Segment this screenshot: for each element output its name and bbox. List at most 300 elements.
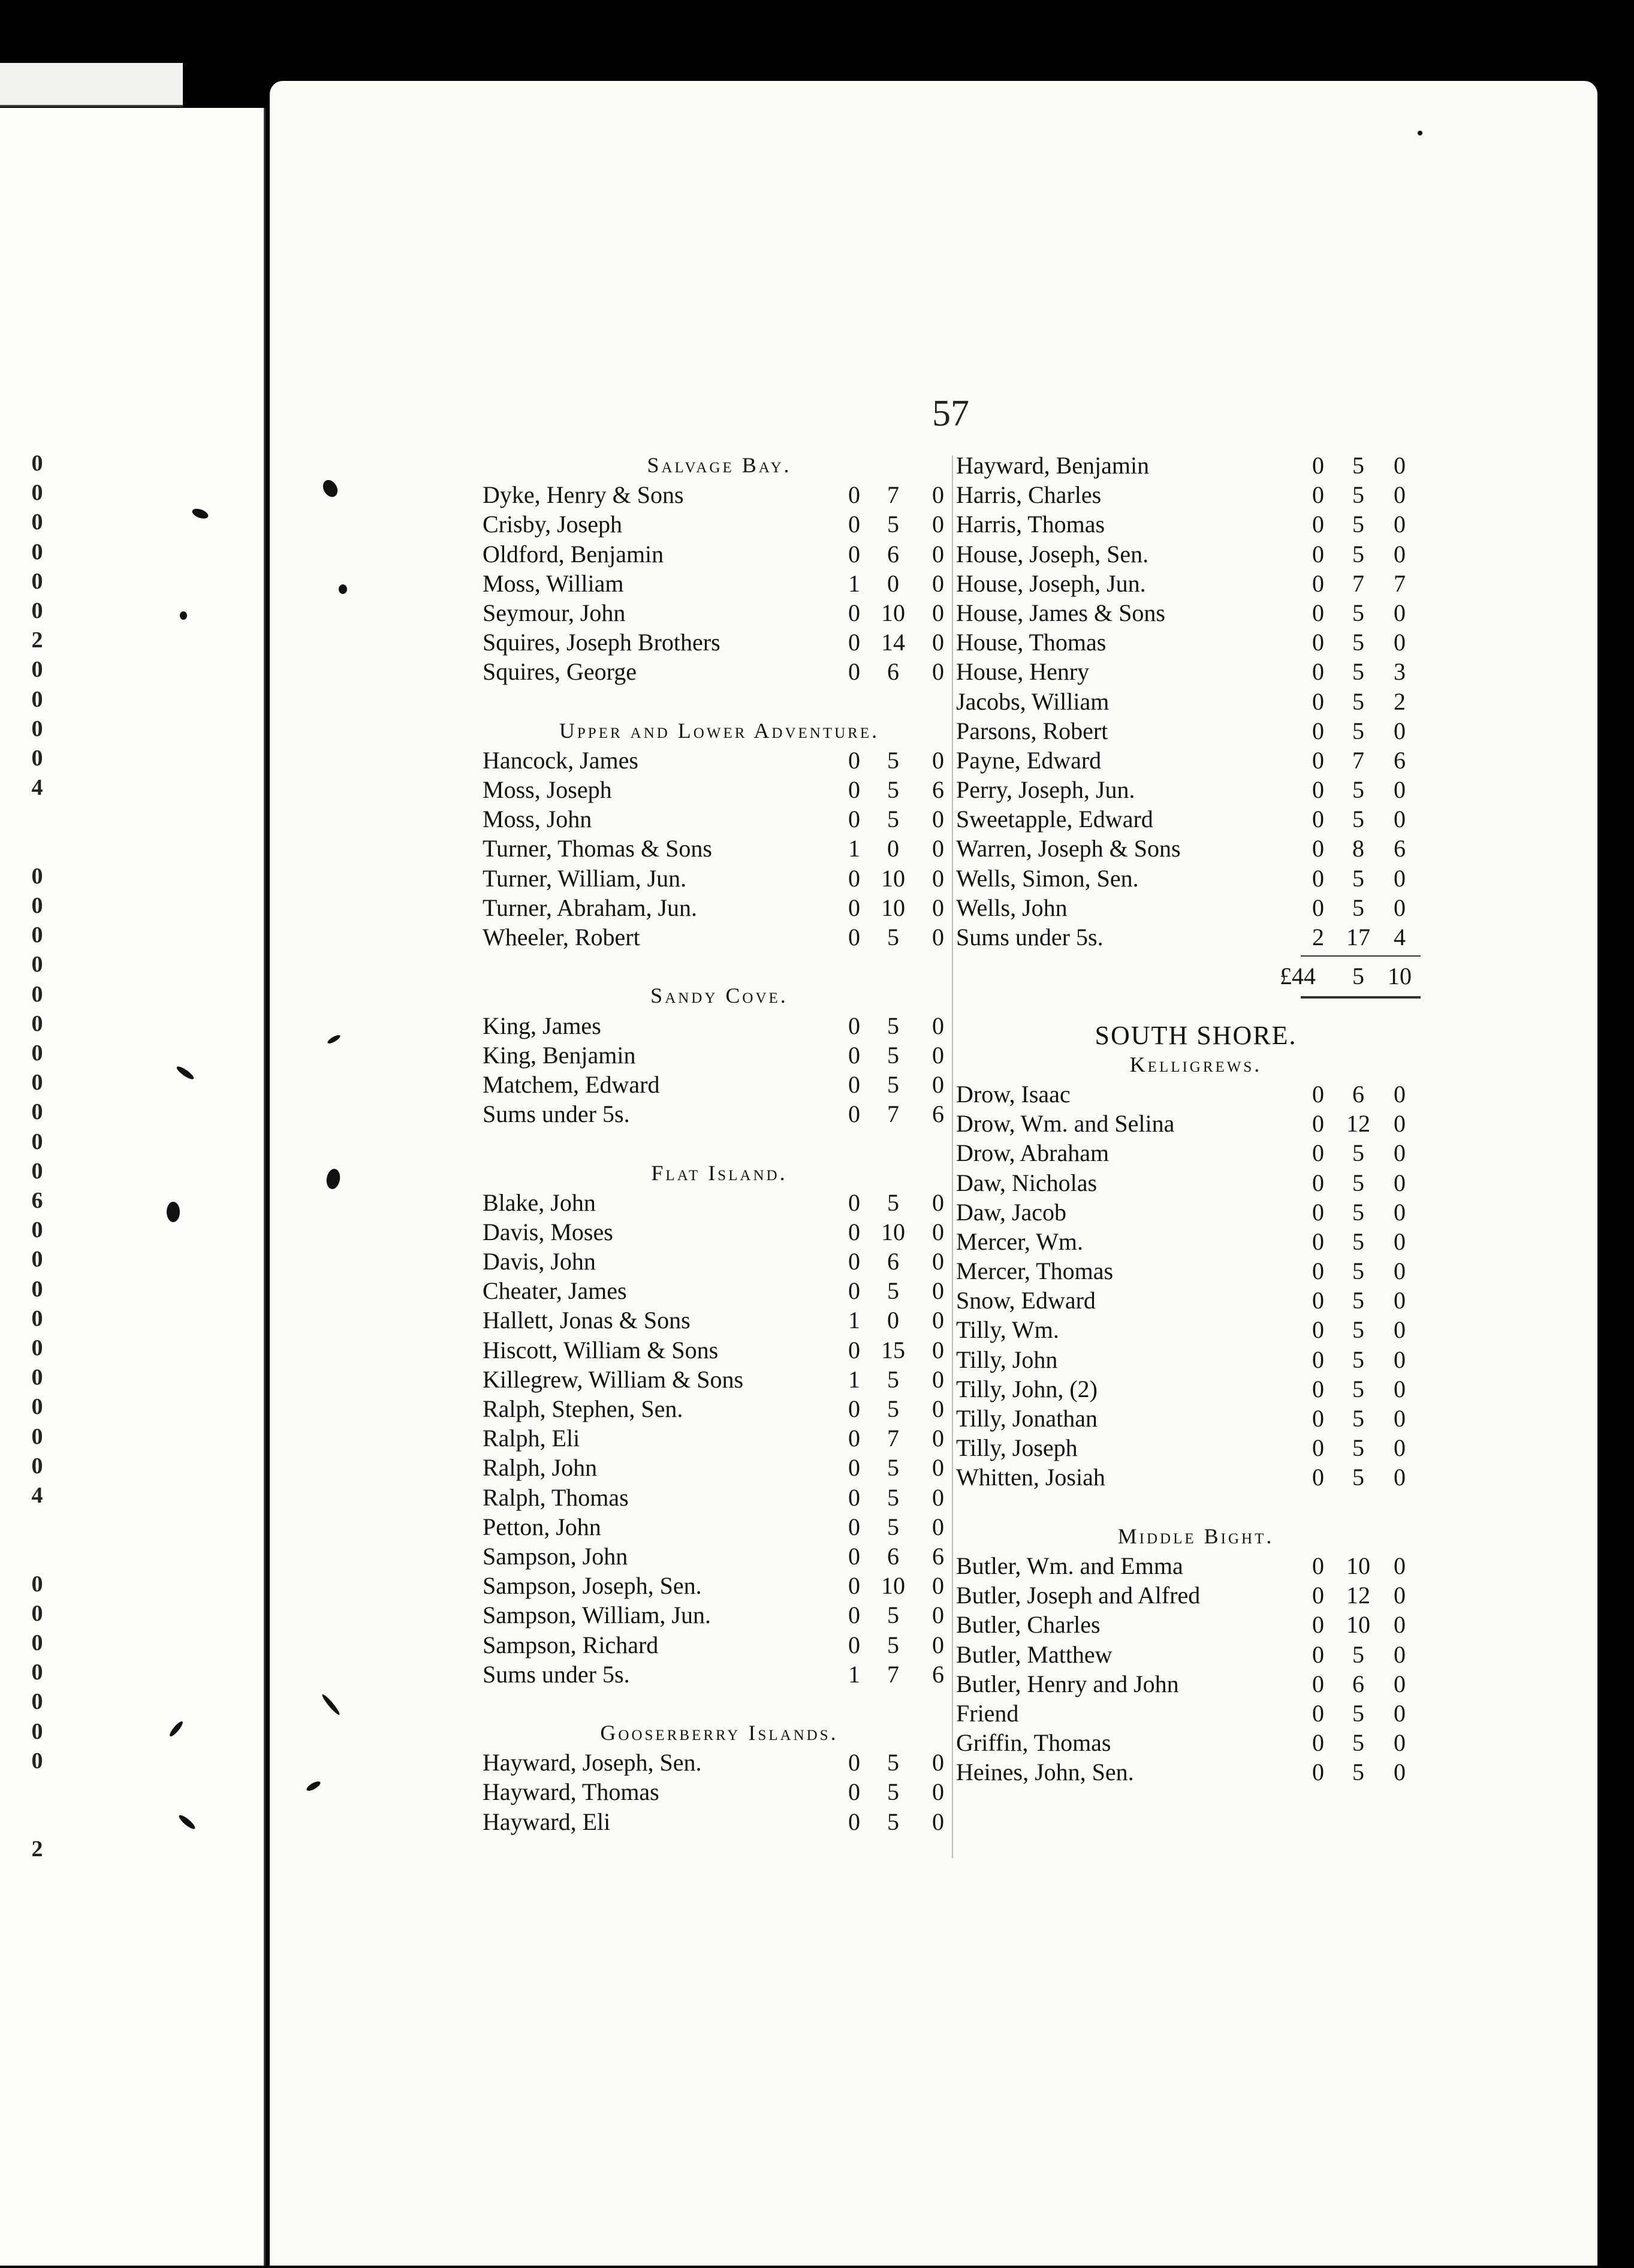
pence-value: 0 — [1394, 1110, 1406, 1138]
pounds-value: 0 — [848, 1395, 860, 1422]
margin-figure: 4 — [31, 775, 43, 801]
section-spacer — [483, 1689, 956, 1718]
subscriber-row — [956, 1669, 1436, 1699]
margin-figure: 0 — [31, 1070, 43, 1096]
shillings-value: 5 — [887, 806, 899, 833]
left-column — [483, 451, 956, 1836]
pounds-value: 0 — [1312, 1346, 1324, 1373]
subscriber-row — [956, 804, 1436, 834]
subscriber-row — [483, 1394, 956, 1423]
margin-figure: 0 — [31, 1247, 43, 1272]
pence-value: 0 — [932, 1454, 944, 1482]
subscriber-row — [483, 1807, 956, 1836]
total-rule-bottom — [1301, 996, 1421, 999]
subscriber-row — [956, 893, 1436, 922]
shillings-value: 5 — [1352, 1139, 1364, 1167]
section-heading: Kelligrews. — [1129, 1052, 1262, 1076]
subscriber-name: Matchem, Edward — [483, 1070, 660, 1098]
pence-value: 0 — [932, 1483, 944, 1511]
subscriber-row — [956, 1433, 1436, 1462]
total-rule-top — [1301, 955, 1421, 957]
pence-value: 2 — [1394, 687, 1406, 715]
pence-value: 0 — [932, 1336, 944, 1364]
shillings-value: 8 — [1352, 835, 1364, 862]
subscriber-row — [483, 1188, 956, 1217]
subscriber-name: Mercer, Wm. — [956, 1228, 1084, 1255]
pence-value: 0 — [1394, 1464, 1406, 1491]
pence-value: 0 — [1394, 1316, 1406, 1344]
pounds-value: 0 — [848, 924, 860, 951]
pence-value: 0 — [932, 746, 944, 774]
shillings-value: 5 — [1352, 1640, 1364, 1668]
pence-value: 0 — [932, 540, 944, 568]
pounds-value: 0 — [848, 1602, 860, 1629]
shillings-value: 6 — [887, 1248, 899, 1275]
subscriber-name: Hiscott, William & Sons — [483, 1336, 719, 1364]
subscriber-row — [956, 1227, 1436, 1256]
subscriber-row — [483, 1660, 956, 1689]
subscriber-name: Daw, Jacob — [956, 1198, 1067, 1226]
shillings-value: 6 — [1352, 1080, 1364, 1108]
pounds-value: 0 — [848, 1425, 860, 1452]
subscriber-name: Griffin, Thomas — [956, 1729, 1111, 1757]
pounds-value: 1 — [848, 1307, 860, 1334]
pounds-value: 0 — [1312, 1640, 1324, 1668]
shillings-value: 5 — [1352, 1729, 1364, 1757]
pounds-value: 0 — [1312, 1198, 1324, 1226]
pence-value: 6 — [932, 1542, 944, 1570]
subscriber-row — [483, 1276, 956, 1305]
pounds-value: 0 — [1312, 452, 1324, 479]
subscriber-row — [483, 1305, 956, 1335]
pence-value: 6 — [932, 1660, 944, 1688]
section-spacer — [956, 1492, 1436, 1522]
shillings-value: 5 — [1352, 894, 1364, 921]
subscriber-name: Drow, Isaac — [956, 1080, 1071, 1108]
margin-figure: 0 — [31, 1158, 43, 1184]
subscriber-name: Butler, Matthew — [956, 1640, 1113, 1668]
pounds-value: 0 — [848, 599, 860, 626]
subscriber-name: Snow, Edward — [956, 1287, 1096, 1314]
section-heading: Salvage Bay. — [647, 453, 792, 477]
subscriber-name: House, Henry — [956, 658, 1090, 686]
subscriber-name: Hancock, James — [483, 746, 638, 774]
pounds-value: 0 — [848, 1542, 860, 1570]
pence-value: 0 — [932, 481, 944, 509]
pence-value: 0 — [1394, 1139, 1406, 1167]
subscriber-name: Hallett, Jonas & Sons — [483, 1307, 691, 1334]
subscriber-row — [483, 864, 956, 893]
pence-value: 0 — [1394, 599, 1406, 626]
shillings-value: 5 — [887, 1483, 899, 1511]
pence-value: 3 — [1394, 658, 1406, 686]
subscriber-name: Tilly, John, (2) — [956, 1375, 1098, 1403]
pence-value: 0 — [932, 806, 944, 833]
shillings-value: 5 — [887, 1602, 899, 1629]
pence-value: 0 — [1394, 1670, 1406, 1697]
shillings-value: 5 — [1352, 1198, 1364, 1226]
subscriber-row — [483, 1335, 956, 1365]
pounds-value: 0 — [1312, 629, 1324, 656]
margin-figure: 0 — [31, 1129, 43, 1154]
subscriber-name: Turner, William, Jun. — [483, 864, 687, 892]
subscriber-row — [956, 451, 1436, 480]
pence-value: 0 — [1394, 1257, 1406, 1285]
shillings-value: 14 — [881, 629, 905, 656]
subscriber-name: Sums under 5s. — [483, 1660, 630, 1688]
shillings-value: 7 — [887, 1425, 899, 1452]
shillings-value: 5 — [1352, 1316, 1364, 1344]
pounds-value: 0 — [1312, 569, 1324, 597]
margin-figure: 0 — [31, 1423, 43, 1449]
pounds-value: 0 — [1312, 1434, 1324, 1462]
pence-value: 0 — [1394, 894, 1406, 921]
section-heading: Gooserberry Islands. — [600, 1721, 839, 1745]
pence-value: 0 — [932, 1395, 944, 1422]
shillings-value: 5 — [887, 1041, 899, 1069]
margin-figure: 0 — [31, 863, 43, 889]
pence-value: 0 — [932, 894, 944, 921]
margin-figure: 0 — [31, 952, 43, 978]
shillings-value: 5 — [1352, 629, 1364, 656]
pence-value: 0 — [932, 511, 944, 538]
shillings-value: 12 — [1346, 1582, 1370, 1609]
shillings-value: 5 — [1352, 452, 1364, 479]
subscriber-name: Seymour, John — [483, 599, 626, 626]
subscriber-name: Harris, Charles — [956, 481, 1102, 509]
margin-figure: 0 — [31, 1011, 43, 1036]
subscriber-name: Tilly, Joseph — [956, 1434, 1078, 1462]
subscriber-name: Turner, Abraham, Jun. — [483, 894, 698, 921]
pence-value: 0 — [932, 569, 944, 597]
subscriber-row — [956, 864, 1436, 893]
subscriber-row — [483, 509, 956, 539]
subscriber-row — [956, 509, 1436, 539]
shillings-value: 5 — [887, 1277, 899, 1305]
subscriber-row — [483, 1777, 956, 1806]
pounds-value: 0 — [1312, 481, 1324, 509]
section-heading: Flat Island. — [651, 1160, 788, 1185]
total-row — [956, 961, 1436, 991]
subscriber-row — [483, 1483, 956, 1512]
pence-value: 0 — [1394, 864, 1406, 892]
margin-figure: 0 — [31, 1718, 43, 1744]
shillings-value: 6 — [887, 540, 899, 568]
pence-value: 0 — [1394, 1287, 1406, 1314]
pounds-value: 0 — [1312, 806, 1324, 833]
margin-figure: 0 — [31, 1305, 43, 1331]
pounds-value: 0 — [848, 1189, 860, 1216]
page-number: 57 — [932, 393, 969, 434]
margin-figure: 0 — [31, 746, 43, 771]
subscriber-row — [483, 657, 956, 686]
subscriber-row — [483, 746, 956, 775]
subscriber-row — [483, 1247, 956, 1276]
subscriber-row — [956, 1581, 1436, 1610]
shillings-value: 5 — [1352, 599, 1364, 626]
subscriber-name: House, James & Sons — [956, 599, 1165, 626]
subscriber-row — [483, 480, 956, 509]
pence-value: 0 — [1394, 1228, 1406, 1255]
subscriber-name: Parsons, Robert — [956, 717, 1108, 744]
shillings-value: 5 — [887, 1012, 899, 1039]
pounds-value: 0 — [848, 1100, 860, 1128]
section-heading: Upper and Lower Adventure. — [559, 718, 880, 743]
pounds-value: 0 — [1312, 1670, 1324, 1697]
pence-value: 0 — [932, 1012, 944, 1039]
subscriber-row — [956, 1374, 1436, 1404]
subscriber-name: King, Benjamin — [483, 1041, 636, 1069]
shillings-value: 5 — [887, 511, 899, 538]
margin-figure: 0 — [31, 657, 43, 683]
subscriber-name: Sampson, John — [483, 1542, 628, 1570]
shillings-value: 5 — [887, 1778, 899, 1806]
pounds-value: 0 — [1312, 1759, 1324, 1786]
shillings-value: 5 — [887, 1513, 899, 1540]
subscriber-row — [483, 1423, 956, 1453]
pounds-value: 0 — [848, 776, 860, 804]
subscriber-row — [483, 539, 956, 569]
pence-value: 7 — [1394, 569, 1406, 597]
shillings-value: 10 — [1346, 1552, 1370, 1579]
subscriber-name: Friend — [956, 1699, 1019, 1727]
shillings-value: 7 — [887, 481, 899, 509]
margin-figure: 0 — [31, 893, 43, 918]
subscriber-row — [483, 569, 956, 598]
subscriber-row — [956, 687, 1436, 716]
shillings-value: 5 — [1352, 1464, 1364, 1491]
pounds-value: 0 — [1312, 864, 1324, 892]
shillings-value: 6 — [1352, 1670, 1364, 1697]
margin-figure: 0 — [31, 1453, 43, 1479]
subscriber-row — [483, 1512, 956, 1542]
section-spacer — [956, 991, 1436, 1020]
shillings-value: 7 — [1352, 746, 1364, 774]
subscriber-row — [956, 1551, 1436, 1581]
shillings-value: 5 — [1352, 511, 1364, 538]
subscriber-row — [956, 1168, 1436, 1198]
pounds-value: 0 — [1312, 1699, 1324, 1727]
pounds-value: 0 — [1312, 1257, 1324, 1285]
shillings-value: 17 — [1346, 924, 1370, 951]
subscriber-row — [956, 569, 1436, 598]
pence-value: 0 — [1394, 717, 1406, 744]
subscriber-name: Daw, Nicholas — [956, 1169, 1098, 1196]
subscriber-name: Turner, Thomas & Sons — [483, 835, 712, 862]
pence-value: 0 — [932, 1602, 944, 1629]
pence-value: 0 — [1394, 1729, 1406, 1757]
subscriber-row — [483, 1070, 956, 1099]
shillings-value: 5 — [1352, 1405, 1364, 1432]
pence-value: 0 — [1394, 1699, 1406, 1727]
pence-value: 0 — [932, 924, 944, 951]
pounds-value: 0 — [1312, 1287, 1324, 1314]
subscriber-row — [483, 922, 956, 952]
pence-value: 0 — [932, 1277, 944, 1305]
margin-figure: 0 — [31, 1600, 43, 1626]
shillings-value: 5 — [1352, 540, 1364, 568]
shillings-value: 5 — [887, 1395, 899, 1422]
subscriber-name: Davis, John — [483, 1248, 596, 1275]
subscriber-row — [483, 628, 956, 657]
shillings-value: 6 — [887, 1542, 899, 1570]
subscriber-row — [956, 1079, 1436, 1109]
shillings-value: 5 — [1352, 481, 1364, 509]
pounds-value: 0 — [1312, 599, 1324, 626]
shillings-value: 5 — [1352, 1228, 1364, 1255]
subscriber-name: Oldford, Benjamin — [483, 540, 664, 568]
subscriber-name: Petton, John — [483, 1513, 601, 1540]
shillings-value: 5 — [887, 776, 899, 804]
subscriber-name: Ralph, Eli — [483, 1425, 580, 1452]
pounds-value: 0 — [1312, 511, 1324, 538]
shillings-value: 0 — [887, 835, 899, 862]
subscriber-row — [956, 716, 1436, 746]
pence-value: 0 — [1394, 1552, 1406, 1579]
subscriber-name: Wheeler, Robert — [483, 924, 640, 951]
pence-value: 0 — [1394, 1434, 1406, 1462]
ink-speck — [1418, 131, 1422, 135]
margin-figure: 0 — [31, 1365, 43, 1391]
subscriber-name: Butler, Wm. and Emma — [956, 1552, 1183, 1579]
shillings-value: 5 — [1352, 864, 1364, 892]
shillings-value: 5 — [887, 1365, 899, 1393]
subscriber-name: Warren, Joseph & Sons — [956, 835, 1181, 862]
subscriber-row — [956, 834, 1436, 863]
pounds-value: 2 — [1312, 924, 1324, 951]
subscriber-row — [956, 1109, 1436, 1138]
subscriber-name: House, Joseph, Jun. — [956, 569, 1146, 597]
subscriber-row — [956, 1256, 1436, 1286]
subscriber-name: Sums under 5s. — [956, 924, 1104, 951]
pence-value: 0 — [932, 629, 944, 656]
subscriber-name: King, James — [483, 1012, 601, 1039]
subscriber-row — [483, 1542, 956, 1571]
pence-value: 4 — [1394, 924, 1406, 951]
pence-value: 0 — [1394, 452, 1406, 479]
subscriber-name: House, Thomas — [956, 629, 1107, 656]
pounds-value: 0 — [848, 1248, 860, 1275]
pence-value: 0 — [932, 1307, 944, 1334]
margin-figure: 0 — [31, 922, 43, 948]
pounds-value: 0 — [848, 1513, 860, 1540]
pounds-value: 0 — [848, 481, 860, 509]
pounds-value: 0 — [1312, 1552, 1324, 1579]
shillings-value: 5 — [887, 1631, 899, 1658]
shillings-value: 5 — [887, 1070, 899, 1098]
pence-value: 0 — [1394, 1582, 1406, 1609]
subscriber-name: Hayward, Benjamin — [956, 452, 1150, 479]
pence-value: 0 — [932, 1248, 944, 1275]
subscriber-name: Mercer, Thomas — [956, 1257, 1114, 1285]
pence-value: 0 — [1394, 1346, 1406, 1373]
subscriber-row — [956, 598, 1436, 628]
pounds-value: 0 — [848, 1483, 860, 1511]
shillings-value: 5 — [1352, 1287, 1364, 1314]
margin-figure: 0 — [31, 480, 43, 506]
margin-figure: 0 — [31, 1571, 43, 1597]
pounds-value: 0 — [1312, 717, 1324, 744]
pence-value: 0 — [932, 1808, 944, 1835]
pounds-value: 0 — [1312, 746, 1324, 774]
pence-value: 6 — [932, 776, 944, 804]
margin-figure: 0 — [31, 1394, 43, 1420]
margin-figure: 0 — [31, 1748, 43, 1774]
shillings-value: 0 — [887, 1307, 899, 1334]
pence-value: 0 — [1394, 1405, 1406, 1432]
subscriber-name: Tilly, John — [956, 1346, 1058, 1373]
margin-figure: 0 — [31, 1040, 43, 1066]
subscriber-row — [483, 1571, 956, 1600]
subscriber-name: House, Joseph, Sen. — [956, 540, 1149, 568]
subscriber-name: Ralph, John — [483, 1454, 598, 1482]
subscriber-row — [956, 1138, 1436, 1168]
pence-value: 0 — [1394, 1080, 1406, 1108]
pounds-value: 0 — [848, 658, 860, 686]
subscriber-row — [483, 1040, 956, 1070]
section-spacer — [483, 1129, 956, 1158]
pence-value: 0 — [1394, 1640, 1406, 1668]
shillings-value: 5 — [1352, 1375, 1364, 1403]
margin-figure: 0 — [31, 716, 43, 741]
shillings-value: 5 — [887, 1454, 899, 1482]
subscriber-name: Dyke, Henry & Sons — [483, 481, 684, 509]
pounds-value: 0 — [848, 1041, 860, 1069]
margin-figure: 0 — [31, 568, 43, 594]
subscriber-name: Tilly, Jonathan — [956, 1405, 1098, 1432]
subscriber-row — [483, 598, 956, 628]
section-heading: Sandy Cove. — [650, 984, 788, 1008]
margin-figure: 2 — [31, 1836, 43, 1862]
subscriber-row — [483, 1011, 956, 1040]
subscriber-row — [483, 1630, 956, 1660]
subscriber-row — [956, 1610, 1436, 1639]
shillings-value: 10 — [881, 894, 905, 921]
subscriber-name: Jacobs, William — [956, 687, 1110, 715]
subscriber-name: Hayward, Eli — [483, 1808, 611, 1835]
pence-value: 0 — [1394, 776, 1406, 804]
subscriber-row — [956, 1640, 1436, 1669]
subscriber-row — [956, 1757, 1436, 1787]
shillings-value: 10 — [881, 599, 905, 626]
pounds-value: 0 — [848, 629, 860, 656]
subscriber-row — [483, 1365, 956, 1394]
subscriber-name: Perry, Joseph, Jun. — [956, 776, 1135, 804]
subscriber-name: Heines, John, Sen. — [956, 1759, 1134, 1786]
pounds-value: 0 — [1312, 1169, 1324, 1196]
pence-value: 0 — [932, 864, 944, 892]
subscriber-name: Wells, Simon, Sen. — [956, 864, 1139, 892]
pounds-value: 0 — [848, 511, 860, 538]
subscriber-name: Drow, Abraham — [956, 1139, 1110, 1167]
pence-value: 0 — [932, 1513, 944, 1540]
pounds-value: 0 — [848, 1808, 860, 1835]
margin-figure: 0 — [31, 1660, 43, 1685]
pounds-value: 0 — [1312, 1582, 1324, 1609]
shillings-value: 10 — [881, 864, 905, 892]
pence-value: 0 — [932, 1218, 944, 1245]
margin-figure: 0 — [31, 451, 43, 476]
pence-value: 0 — [932, 1041, 944, 1069]
pence-value: 0 — [932, 1365, 944, 1393]
subscriber-name: Squires, George — [483, 658, 637, 686]
margin-figure: 0 — [31, 1335, 43, 1361]
right-column — [956, 451, 1436, 1787]
pence-value: 0 — [932, 1778, 944, 1806]
pounds-value: 0 — [1312, 540, 1324, 568]
margin-figure: 0 — [31, 1689, 43, 1715]
pounds-value: 0 — [848, 1749, 860, 1777]
